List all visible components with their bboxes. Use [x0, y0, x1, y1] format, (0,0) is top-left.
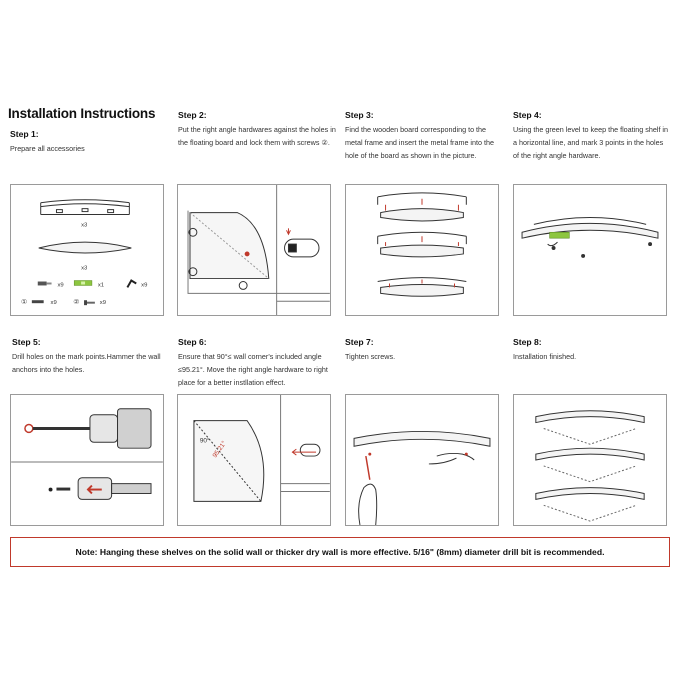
step-6-text: [178, 337, 336, 389]
step-5-description: Drill holes on the mark points.Hammer the wall anchors into the holes.: [12, 352, 161, 374]
step-7-description: Tighten screws.: [345, 352, 396, 361]
wall-anchor-small-icon: [32, 300, 44, 303]
step-2-title: Step 2:: [178, 110, 207, 120]
board-qty: x3: [81, 265, 88, 272]
step-8-illustration: [513, 394, 667, 526]
max-angle-label: 95.21°: [211, 439, 228, 460]
bracket-detail-icon: [285, 228, 319, 257]
right-angle-hardware-icon: [127, 281, 136, 288]
step-4-illustration: [513, 184, 667, 316]
hammer-icon: [49, 478, 151, 500]
frame-insert-illustration: [346, 185, 498, 315]
level-tool-icon: [550, 232, 570, 238]
step-4-title: Step 4:: [513, 110, 542, 120]
step-2-text: [178, 110, 336, 149]
hardware-qty: x9: [141, 282, 148, 289]
screw-label: ②: [73, 299, 80, 307]
wall-anchor-icon: [38, 282, 52, 286]
anchor-label: ①: [21, 299, 28, 307]
step-2-illustration: [177, 184, 331, 316]
tighten-screws-illustration: [346, 395, 498, 525]
anchor-qty: x9: [57, 282, 64, 289]
step-5-text: [12, 337, 170, 376]
step-6-title: Step 6:: [178, 337, 207, 347]
metal-frame-icon: [41, 200, 130, 215]
wooden-board-icon: [39, 242, 132, 253]
green-level-icon: [74, 281, 92, 286]
bracket-adjust-icon: [292, 444, 320, 456]
frame-qty: x3: [81, 222, 88, 229]
step-1-illustration: [10, 184, 164, 316]
angle-adjust-illustration: [178, 395, 330, 525]
step-6-description: Ensure that 90°≤ wall corner's included angle ≤95.21°. Move the right angle hardware to right place for a better instllation effect.: [178, 352, 328, 387]
step-3-title: Step 3:: [345, 110, 374, 120]
step-8-text: [513, 337, 671, 363]
step-1-title: Step 1:: [10, 129, 39, 139]
step-4-text: [513, 110, 671, 162]
note-box: [10, 537, 670, 567]
hardware-attach-illustration: [178, 185, 330, 315]
min-angle-label: 90°: [199, 437, 210, 445]
level-qty: x1: [97, 282, 105, 289]
step-1-text: [10, 129, 168, 155]
anchor-small-qty: x9: [50, 300, 57, 307]
step-4-description: Using the green level to keep the floating shelf in a horizontal line, and mark 3 points in the holes of the right angle hardware.: [513, 125, 669, 160]
hand-screwdriver-icon: [359, 453, 475, 525]
step-3-description: Find the wooden board corresponding to the metal frame and insert the metal frame into the hole of the board as shown in the picture.: [345, 125, 495, 160]
step-7-illustration: [345, 394, 499, 526]
note-text: Note: Hanging these shelves on the solid wall or thicker dry wall is more effective. 5/16" (8mm) diameter drill bit is recommended.: [75, 547, 605, 557]
page-title: Installation Instructions: [8, 106, 156, 121]
step-7-title: Step 7:: [345, 337, 374, 347]
screw-qty: x9: [99, 300, 107, 307]
step-1-description: Prepare all accessories: [10, 144, 85, 153]
step-8-title: Step 8:: [513, 337, 542, 347]
accessories-illustration: [11, 185, 163, 315]
step-6-illustration: [177, 394, 331, 526]
level-mark-illustration: [514, 185, 666, 315]
step-7-text: [345, 337, 503, 363]
step-3-illustration: [345, 184, 499, 316]
step-8-description: Installation finished.: [513, 352, 577, 361]
mark-points-icon: [548, 242, 652, 257]
step-2-description: Put the right angle hardwares against the holes in the floating board and lock them with screws ②.: [178, 125, 336, 147]
drill-icon: [25, 409, 151, 448]
step-5-illustration: [10, 394, 164, 526]
drill-hammer-illustration: [11, 395, 163, 525]
screw-icon: [84, 300, 95, 305]
step-3-text: [345, 110, 503, 162]
step-5-title: Step 5:: [12, 337, 41, 347]
finished-shelves-illustration: [514, 395, 666, 525]
